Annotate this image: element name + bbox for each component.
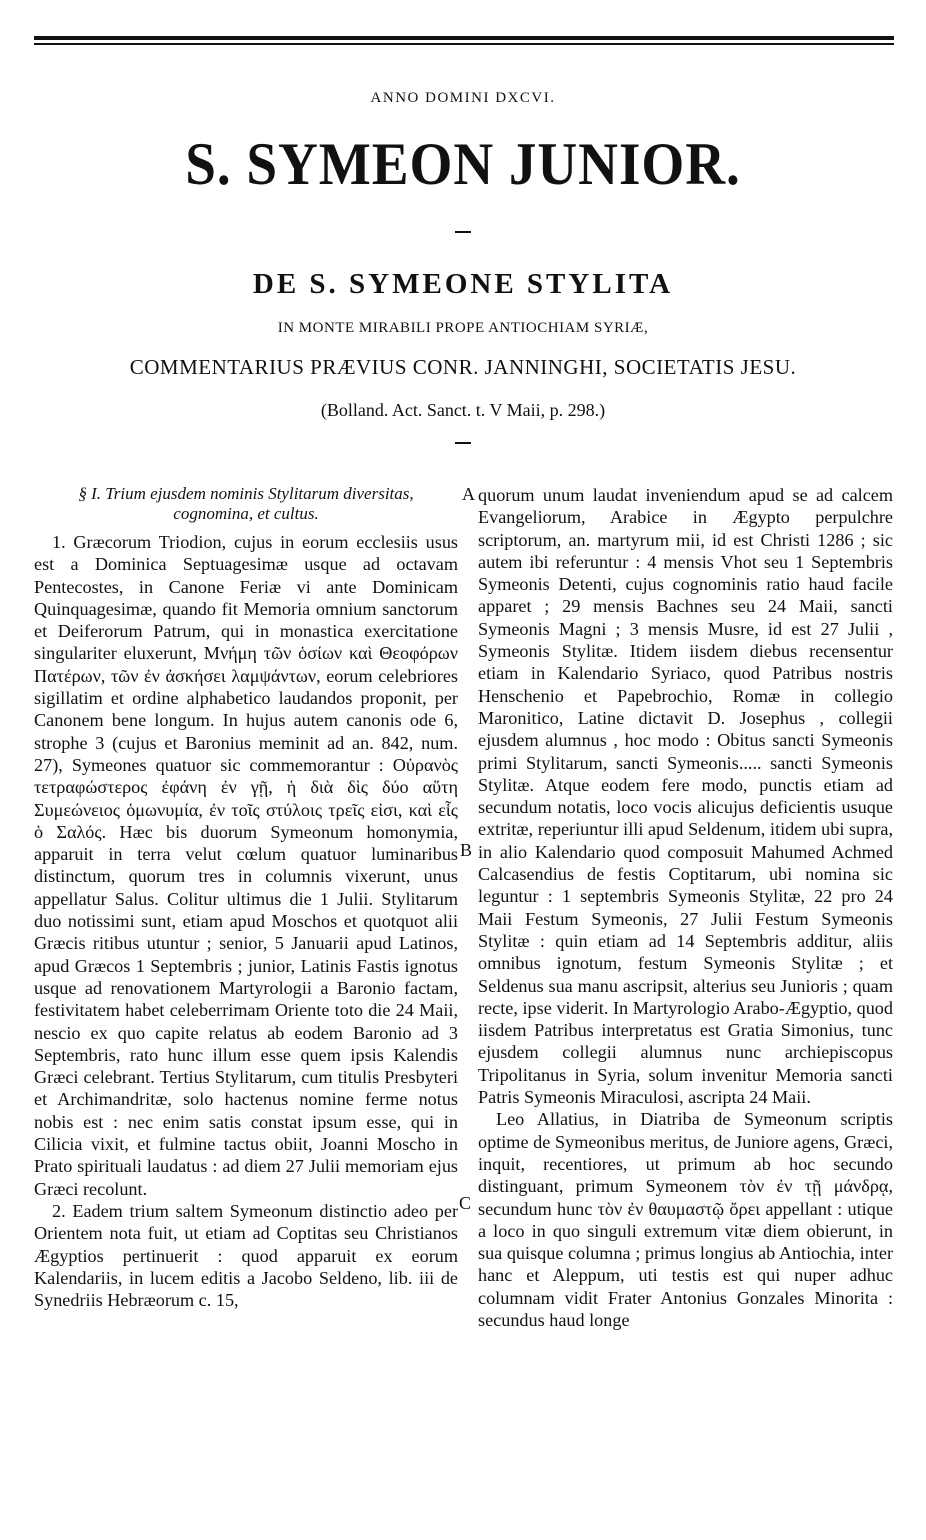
margin-marker-a: A xyxy=(462,484,475,504)
margin-marker-b: B xyxy=(460,840,473,860)
page-title: S. SYMEON JUNIOR. xyxy=(185,131,741,197)
right-column xyxy=(478,484,893,1331)
top-rule-thick xyxy=(34,36,894,40)
anno-line: ANNO DOMINI DXCVI. xyxy=(370,90,556,106)
commentarius-line: COMMENTARIUS PRÆVIUS CONR. JANNINGHI, SOCIETATIS JESU. xyxy=(129,355,797,379)
left-paragraph-1: 1. Græcorum Triodion, cujus in eorum ecclesiis usus est a Dominica Septuagesimæ usque ad octavam Pentecostes, in Canone Feriæ vi ante Dominicam Quinquagesimæ, quando fit Memoria omnium sanctorum et Deiferorum Patrum, qui in monastica exercitatione singulariter eluxerunt, Μνήμη τῶν ὁσίων καὶ Θεοφόρων Πατέρων, τῶν ἐν ἀσκήσει λαμψάντων, eorum celebriores sigillatim et ordine alphabetico laudandos proponit, per Canonem bene longum. In hujus autem canonis ode 6, strophe 3 (cujus et Baronius meminit ad an. 842, num. 27), Symeones quatuor sic commemorantur : Οὐρανὸς τετραφώστερος ἐφάνη ἐν γῇ, ἡ διὰ δὶς δύο αὕτη Συμεώνειος ὁμωνυμία, ἐν τοῖς στύλοις τρεῖς εἰσι, καὶ εἷς ὁ Σαλός. Hæc bis duorum Symeonum homonymia, apparuit in terra velut cœlum quatuor luminaribus distinctum, quorum tres in columnis vixerunt, unus appellatur Salus. Colitur ultimus die 1 Julii. Stylitarum duo notissimi sunt, etiam apud Moschos et quotquot alii Græcis ritibus utuntur ; senior, 5 Januarii apud Latinos, apud Græcos 1 Septembris ; junior, Latinis Fastis ignotus usque ad renovationem Martyrologii a Baronio factam, festivitatem habet celeberrimam Oriente toto die 24 Maii, nescio ex quo capite relatus ab eodem Baronio ad 3 Septembris, rato hunc illum esse quem ipsis Kalendis Græci celebrant. Tertius Stylitarum, cum titulis Presbyteri et Archimandritæ, solo hactenus nomine ferme notus nobis est : nec enim satis constat ipsum esse, qui in Cilicia vixit, et fulmine tactus obiit, Joanni Moscho in Prato spirituali laudatus : ad diem 27 Julii memoriam ejus Græci recolunt. xyxy=(34,532,458,1199)
margin-marker-c: C xyxy=(459,1193,472,1213)
section-heading-line1: § I. Trium ejusdem nominis Stylitarum diversitas, xyxy=(78,484,414,503)
right-paragraph-1: quorum unum laudat inveniendum apud se ad calcem Evangeliorum, Arabice in Ægypto perpulchre scriptorum, an. martyrum mii, id est Christi 1286 ; sic autem ibi referuntur : 4 mensis Vhot seu 1 Septembris Symeonis Detenti, cujus cognominis ratio haud facile apparet ; 29 mensis Bachnes seu 24 Maii, sancti Symeonis Magni ; 3 mensis Musre, id est 27 Julii , Symeonis Stylitæ. Itidem iisdem diebus recensentur etiam in Kalendario Syriaco, quod Patribus nostris Henschenio et Papebrochio, Romæ in collegio Maronitico, Latine dictavit D. Josephus , collegii ejusdem alumnus , hoc modo : Obitus sancti Symeonis primi Stylitarum, sancti Symeonis..... sancti Symeonis Stylitæ. Atque eodem fere modo, punctis etiam ad secundum notatis, loco vocis alicujus deficientis usuque extritæ, reperiuntur illi apud Seldenum, itidem ubi supra, in alio Kalendario quod composuit Mahumed Achmed Calcasendius de festis Coptitarum, ubi nomina sic leguntur : 1 septembris Symeonis Stylitæ, 22 pro 24 Maii Festum Symeonis, 27 Julii Festum Symeonis Stylitæ : quin etiam ad 14 Septembris additur, aliis omnibus ignotum, festum Symeonis Stylitæ ; et Seldenus sua manu ascripsit, alterius seu Junioris ; quam recte, ipse viderit. In Martyrologio Arabo-Ægyptio, quod iisdem Patribus interpretatus est Gratia Simonius, tunc ejusdem collegii alumnus nunc archiepiscopus Tripolitanus in Syria, solum invenitur Memoria sancti Patris Symeonis Miraculosi, ascripta 24 Maii. xyxy=(478,485,893,1108)
title-divider xyxy=(455,231,471,233)
section-heading-line2: cognomina, et cultus. xyxy=(173,504,319,523)
citation-divider xyxy=(455,442,471,444)
right-paragraph-2: Leo Allatius, in Diatriba de Symeonum scriptis optime de Symeonibus meritus, de Juniore agens, Græci, inquit, recentiores, ut primum ab hoc secundo distinguant, primum Symeonem τὸν ἐν τῇ μάνδρᾳ, secundum hunc τὸν ἐν θαυμαστῷ ὄρει appellant : utique a loco in quo singuli extremum vitæ diem obierunt, in sua quisque columna ; primus longius ab Antiochia, inter hanc et Aleppum, uti testis est qui nuper adhuc columnam vidit Frater Antonius Gonzales Minorita : secundus haud longe xyxy=(478,1109,893,1330)
citation-line: (Bolland. Act. Sanct. t. V Maii, p. 298.) xyxy=(320,400,606,420)
section-heading xyxy=(34,484,458,524)
location-line: IN MONTE MIRABILI PROPE ANTIOCHIAM SYRIÆ, xyxy=(277,320,649,336)
subtitle: DE S. SYMEONE STYLITA xyxy=(252,268,674,300)
top-rule-thin xyxy=(34,43,894,45)
left-paragraph-2: 2. Eadem trium saltem Symeonum distinctio adeo per Orientem nota fuit, ut etiam ad Coptitas seu Christianos Ægyptios pertinuerit : quod apparuit ex eorum Kalendariis, in lucem editis a Jacobo Seldeno, lib. iii de Synedriis Hebræorum c. 15, xyxy=(34,1200,458,1311)
left-column xyxy=(34,484,458,1311)
